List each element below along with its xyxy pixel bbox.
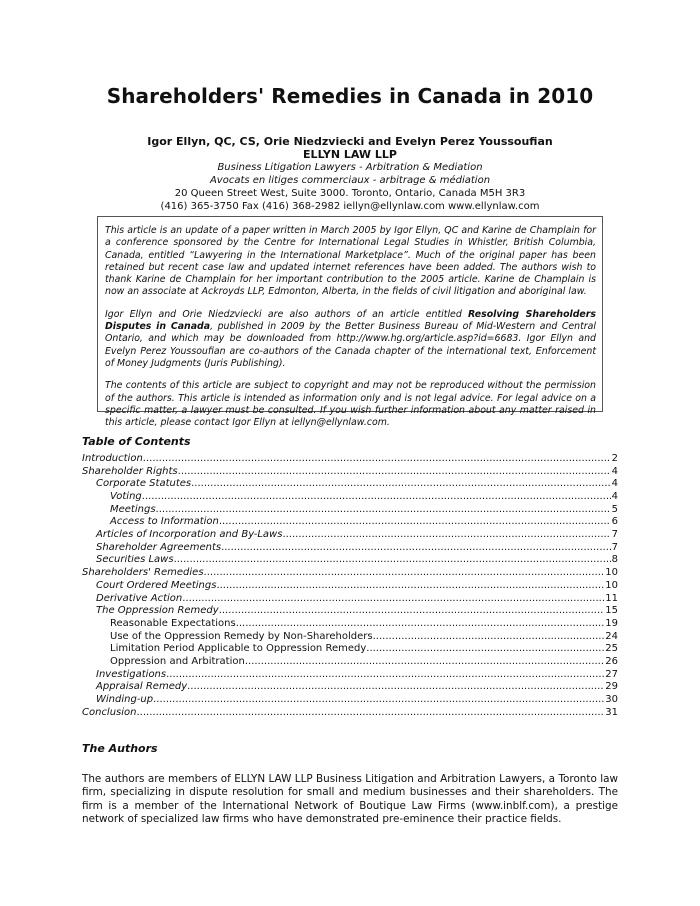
table-of-contents <box>82 453 618 719</box>
firm-contact: (416) 365-3750 Fax (416) 368-2982 iellyn@ellynlaw.com www.ellynlaw.com <box>160 201 540 212</box>
toc-entry[interactable] <box>82 529 618 542</box>
toc-entry[interactable] <box>82 694 618 707</box>
toc-entry-label: Appraisal Remedy <box>96 681 188 693</box>
toc-entry-label: Access to Information <box>110 516 219 528</box>
toc-entry-page: 29 <box>605 681 618 693</box>
toc-entry-label: Derivative Action <box>96 592 183 604</box>
toc-entry[interactable] <box>82 542 618 555</box>
toc-entry-page: 15 <box>605 605 618 617</box>
toc-dot-leader <box>216 580 604 593</box>
toc-entry-page: 7 <box>611 529 618 541</box>
toc-dot-leader <box>137 707 605 720</box>
toc-entry[interactable] <box>82 631 618 644</box>
toc-dot-leader <box>174 555 611 568</box>
toc-entry[interactable] <box>82 605 618 618</box>
firm-tagline-english: Business Litigation Lawyers - Arbitration & Mediation <box>217 162 483 173</box>
toc-entry-label: Court Ordered Meetings <box>96 579 217 591</box>
toc-entry-page: 19 <box>605 617 618 629</box>
toc-heading: Table of Contents <box>82 435 191 448</box>
toc-entry-label: Conclusion <box>82 706 137 718</box>
toc-entry[interactable] <box>82 504 618 517</box>
toc-entry[interactable] <box>82 707 618 720</box>
toc-entry[interactable] <box>82 491 618 504</box>
toc-entry-page: 10 <box>605 567 618 579</box>
document-title: Shareholders' Remedies in Canada in 2010 <box>106 84 594 108</box>
toc-entry-label: The Oppression Remedy <box>96 605 219 617</box>
toc-entry[interactable] <box>82 643 618 656</box>
notice-paragraph-related-article <box>105 309 596 370</box>
toc-entry[interactable] <box>82 466 618 479</box>
toc-entry[interactable] <box>82 580 618 593</box>
toc-entry-label: Reasonable Expectations <box>110 617 236 629</box>
notice-paragraph-copyright: The contents of this article are subject to copyright and may not be reproduced without the permission of the authors. This article is intended as information only and is not legal advice. For legal advice on a specific matter, a lawyer must be consulted. If you wish further information about any matter raised in this article, please contact Igor Ellyn at iellyn@ellynlaw.com. <box>105 380 596 429</box>
author-header <box>0 135 700 213</box>
related-article-title: Resolving Shareholders Disputes in Canada <box>105 308 596 333</box>
toc-dot-leader <box>219 516 611 529</box>
toc-entry[interactable] <box>82 478 618 491</box>
toc-entry-label: Articles of Incorporation and By-Laws <box>96 529 283 541</box>
toc-entry-page: 24 <box>605 630 618 642</box>
toc-entry-page: 27 <box>605 668 618 680</box>
toc-entry-page: 4 <box>611 491 618 503</box>
notice-text: , published in 2009 by the Better Business Bureau of Mid-Western and Central Ontario, and which may be downloaded from http://www.hg.org/article.asp?id=6683. Igor Ellyn and Evelyn Perez Youssoufian are co-authors of the Canada chapter of the international text, Enforcement of Money Judgments (Juris Publishing). <box>105 321 596 369</box>
toc-entry-label: Shareholder Rights <box>82 465 178 477</box>
toc-dot-leader <box>166 669 604 682</box>
toc-entry-label: Use of the Oppression Remedy by Non-Shareholders <box>110 630 373 642</box>
notice-box <box>97 216 603 429</box>
toc-entry-label: Corporate Statutes <box>96 478 192 490</box>
authors-paragraph: The authors are members of ELLYN LAW LLP Business Litigation and Arbitration Lawyers, a Toronto law firm, specializing in dispute resolution for small and medium businesses and their shareholders. The firm is a member of the International Network of Boutique Law Firms (www.inblf.com), a prestige network of specialized law firms who have demonstrated pre-eminence their practice fields. <box>82 773 618 826</box>
toc-entry-page: 31 <box>605 706 618 718</box>
toc-entry-label: Oppression and Arbitration <box>110 656 245 667</box>
toc-entry[interactable] <box>82 656 618 669</box>
toc-dot-leader <box>191 478 611 491</box>
toc-entry[interactable] <box>82 516 618 529</box>
toc-entry-page: 7 <box>611 541 618 553</box>
toc-entry[interactable] <box>82 669 618 682</box>
toc-entry[interactable] <box>82 681 618 694</box>
firm-tagline-french: Avocats en litiges commerciaux - arbitrage & médiation <box>209 175 491 186</box>
toc-dot-leader <box>187 681 604 694</box>
toc-entry-label: Voting <box>110 491 142 503</box>
toc-entry-label: Securities Laws <box>96 554 174 566</box>
toc-dot-leader <box>373 631 605 644</box>
toc-entry-page: 11 <box>605 592 618 604</box>
toc-dot-leader <box>366 643 604 656</box>
toc-entry-label: Shareholder Agreements <box>96 541 222 553</box>
toc-entry-page: 2 <box>611 453 618 464</box>
toc-entry-page: 5 <box>611 503 618 515</box>
toc-dot-leader <box>142 491 611 504</box>
toc-dot-leader <box>156 504 611 517</box>
toc-entry[interactable] <box>82 453 618 466</box>
toc-entry-page: 8 <box>611 554 618 566</box>
toc-entry[interactable] <box>82 555 618 568</box>
toc-entry-label: Meetings <box>110 503 156 515</box>
toc-entry-label: Shareholders' Remedies <box>82 567 204 579</box>
toc-entry[interactable] <box>82 618 618 631</box>
toc-entry-page: 25 <box>605 643 618 655</box>
toc-dot-leader <box>221 542 611 555</box>
firm-address: 20 Queen Street West, Suite 3000. Toronto, Ontario, Canada M5H 3R3 <box>174 188 526 199</box>
toc-dot-leader <box>153 694 604 707</box>
toc-dot-leader <box>182 593 604 606</box>
toc-entry[interactable] <box>82 567 618 580</box>
toc-entry-label: Introduction <box>82 453 143 464</box>
toc-entry-page: 4 <box>611 465 618 477</box>
toc-entry[interactable] <box>82 593 618 606</box>
toc-dot-leader <box>245 656 604 669</box>
toc-dot-leader <box>236 618 605 631</box>
toc-entry-page: 6 <box>611 516 618 528</box>
toc-entry-label: Limitation Period Applicable to Oppression Remedy <box>110 643 367 655</box>
toc-entry-label: Winding-up <box>96 694 154 706</box>
toc-entry-page: 26 <box>605 656 618 667</box>
toc-dot-leader <box>219 605 605 618</box>
notice-text: Igor Ellyn and Orie Niedzviecki are also authors of an article entitled <box>105 308 469 320</box>
toc-entry-page: 4 <box>611 478 618 490</box>
toc-entry-label: Investigations <box>96 668 167 680</box>
author-names: Igor Ellyn, QC, CS, Orie Niedzviecki and Evelyn Perez Youssoufian <box>147 135 553 148</box>
toc-entry-page: 30 <box>605 694 618 706</box>
toc-entry-page: 10 <box>605 579 618 591</box>
toc-dot-leader <box>204 567 605 580</box>
authors-heading: The Authors <box>82 742 158 755</box>
notice-paragraph-update: This article is an update of a paper written in March 2005 by Igor Ellyn, QC and Karine de Champlain for a conference sponsored by the Centre for International Legal Studies in Whistler, British Columbia, Canada, entitled “Lawyering in the International Marketplace”. Much of the original paper has been retained but recent case law and updated internet references have been added. The authors wish to thank Karine de Champlain for her important contribution to the 2005 article. Karine de Champlain is now an associate at Ackroyds LLP, Edmonton, Alberta, in the fields of civil litigation and aboriginal law. <box>105 225 596 298</box>
toc-dot-leader <box>143 453 611 466</box>
toc-dot-leader <box>178 466 611 479</box>
firm-name: ELLYN LAW LLP <box>303 148 397 161</box>
toc-dot-leader <box>282 529 610 542</box>
